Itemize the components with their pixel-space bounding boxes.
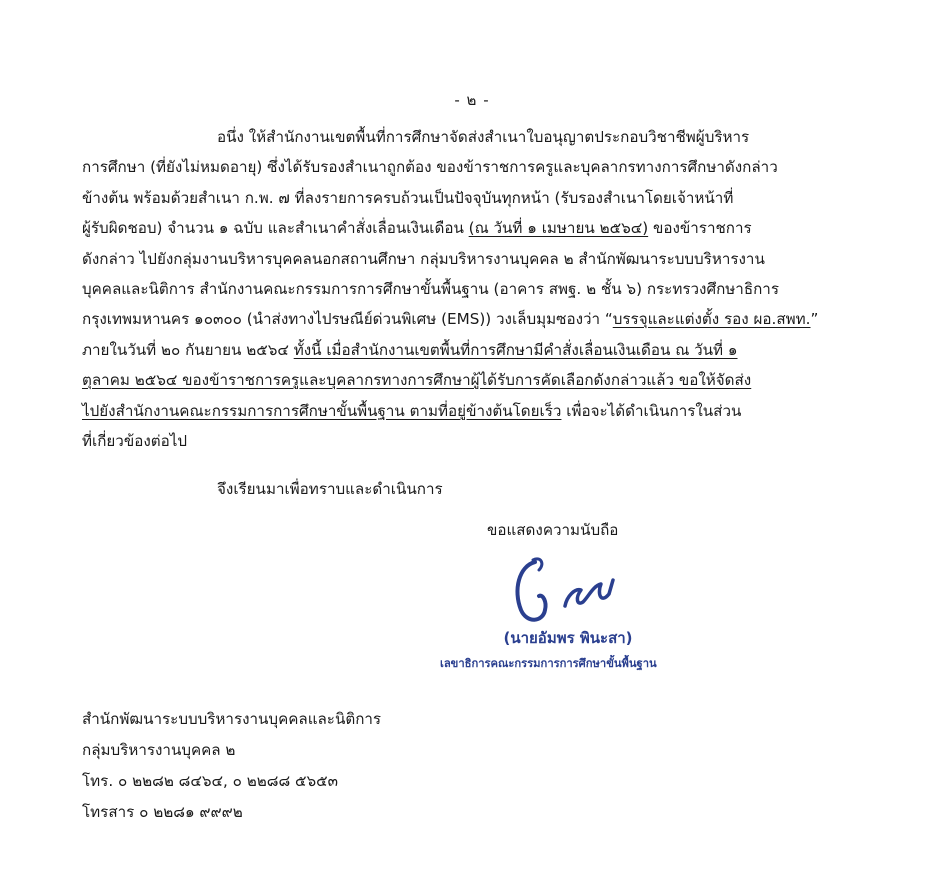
body-line-3: ข้างต้น พร้อมด้วยสำเนา ก.พ. ๗ ที่ลงรายการครบถ้วนเป็นปัจจุบันทุกหน้า (รับรองสำเนาโดยเจ้าหน้าที่	[82, 188, 734, 207]
footer-tel: โทร. ๐ ๒๒๘๒ ๘๔๖๔, ๐ ๒๒๘๘ ๕๖๕๓	[82, 772, 339, 790]
envelope-label-underlined: บรรจุและแต่งตั้ง รอง ผอ.สพท.	[612, 310, 811, 329]
footer-fax: โทรสาร ๐ ๒๒๘๑ ๙๙๙๒	[82, 803, 243, 821]
body-line-10-underlined: ไปยังสำนักงานคณะกรรมการการศึกษาขั้นพื้นฐาน ตามที่อยู่ข้างต้นโดยเร็ว	[82, 401, 562, 420]
body-line-5: ดังกล่าว ไปยังกลุ่มงานบริหารบุคคลนอกสถานศึกษา กลุ่มบริหารงานบุคคล ๒ สำนักพัฒนาระบบบริหารงาน	[82, 249, 765, 268]
signer-title: เลขาธิการคณะกรรมการการศึกษาขั้นพื้นฐาน	[440, 657, 657, 670]
body-line-10	[82, 396, 868, 426]
body-paragraph	[82, 122, 868, 456]
footer-office: สำนักพัฒนาระบบบริหารงานบุคคลและนิติการ	[82, 710, 382, 728]
closing-line: จึงเรียนมาเพื่อทราบและดำเนินการ	[217, 480, 443, 498]
body-line-4	[82, 213, 868, 243]
body-line-4-text-b: ของข้าราชการ	[648, 219, 752, 238]
body-line-10-text-b: เพื่อจะได้ดำเนินการในส่วน	[561, 401, 742, 420]
body-line-1: อนึ่ง ให้สำนักงานเขตพื้นที่การศึกษาจัดส่งสำเนาใบอนุญาตประกอบวิชาชีพผู้บริหาร	[217, 128, 750, 146]
signer-name: (นายอัมพร พินะสา)	[503, 629, 633, 647]
body-line-6: บุคคลและนิติการ สำนักงานคณะกรรมการการศึกษาขั้นพื้นฐาน (อาคาร สพฐ. ๒ ชั้น ๖) กระทรวงศึกษาธิการ	[82, 280, 779, 299]
body-line-7-text-a: กรุงเทพมหานคร ๑๐๓๐๐ (นำส่งทางไปรษณีย์ด่วนพิเศษ (EMS)) วงเล็บมุมซองว่า “	[82, 310, 613, 329]
contact-footer	[82, 704, 381, 828]
footer-group: กลุ่มบริหารงานบุคคล ๒	[82, 741, 236, 759]
body-line-8	[82, 335, 868, 365]
date-reference-underlined: (ณ วันที่ ๑ เมษายน ๒๕๖๔)	[468, 219, 649, 238]
body-line-2: การศึกษา (ที่ยังไม่หมดอายุ) ซึ่งได้รับรองสำเนาถูกต้อง ของข้าราชการครูและบุคลากรทางการศึกษาดังกล่าว	[82, 158, 778, 177]
body-line-8-underlined: ทั้งนี้ เมื่อสำนักงานเขตพื้นที่การศึกษามีคำสั่งเลื่อนเงินเดือน ณ วันที่ ๑	[293, 340, 738, 359]
handwritten-signature	[505, 550, 635, 630]
body-line-8-text-a: ภายในวันที่ ๒๐ กันยายน ๒๕๖๔	[82, 340, 294, 359]
body-line-9	[82, 365, 868, 395]
body-line-9-underlined: ตุลาคม ๒๕๖๔ ของข้าราชการครูและบุคลากรทางการศึกษาผู้ได้รับการคัดเลือกดังกล่าวแล้ว ขอให้จัดส่ง	[82, 371, 752, 390]
body-line-7-text-b: ”	[810, 310, 819, 329]
body-line-11: ที่เกี่ยวข้องต่อไป	[82, 432, 188, 451]
regards-line: ขอแสดงความนับถือ	[487, 521, 619, 539]
page-number: - ๒ -	[454, 91, 490, 109]
body-line-4-text-a: ผู้รับผิดชอบ) จำนวน ๑ ฉบับ และสำเนาคำสั่งเลื่อนเงินเดือน	[82, 219, 469, 238]
body-line-7	[82, 304, 868, 334]
